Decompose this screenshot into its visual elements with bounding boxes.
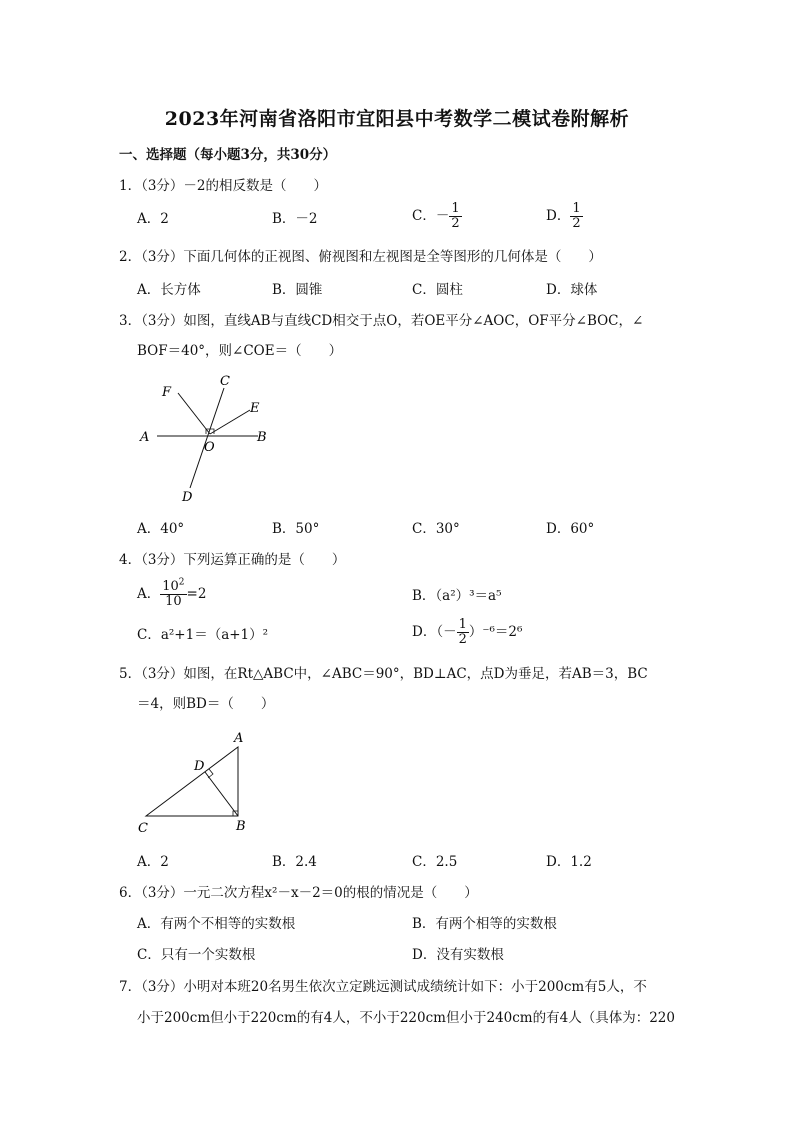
q1-option-d-prefix: D．	[546, 208, 571, 224]
q1-option-c	[412, 202, 462, 231]
page-title: 2023年河南省洛阳市宜阳县中考数学二模试卷附解析	[164, 108, 630, 130]
q3-option-d: D．60°	[546, 521, 595, 537]
fraction-denominator: 10	[160, 594, 186, 609]
q4-option-a-prefix: A．	[137, 586, 161, 602]
ray-of	[178, 393, 210, 434]
fraction-numerator: 1	[572, 201, 581, 216]
q4-option-a-rest: =2	[186, 586, 207, 602]
q4-option-a	[137, 577, 207, 609]
ray-oe	[210, 410, 250, 434]
triangle-abc	[146, 747, 238, 816]
label-d: D	[182, 490, 193, 505]
q4-option-d-prefix: D．（－	[412, 624, 457, 640]
q4-option-d-rest: ）⁻⁶＝2⁶	[468, 624, 523, 640]
q2-option-c: C．圆柱	[412, 282, 463, 298]
label-b: B	[236, 819, 246, 834]
label-a: A	[234, 731, 244, 746]
label-d: D	[194, 759, 205, 774]
fraction-numerator: 1	[451, 201, 460, 216]
label-f: F	[162, 385, 172, 400]
q1-option-c-prefix: C．－	[412, 208, 450, 224]
q5-option-b: B．2.4	[272, 854, 317, 870]
numerator-exponent: 2	[178, 577, 185, 588]
q6-option-a: A．有两个不相等的实数根	[137, 916, 296, 932]
question-4-stem: 4．（3分）下列运算正确的是（ ）	[119, 552, 346, 568]
q2-option-b: B．圆锥	[272, 282, 323, 298]
label-c: C	[220, 374, 230, 389]
question-7-stem-line2: 小于200cm但小于220cm的有4人，不小于220cm但小于240cm的有4人（具体为：220	[137, 1010, 675, 1026]
q1-option-a: A．2	[137, 211, 169, 227]
section-heading: 一、选择题（每小题3分，共30分）	[119, 147, 337, 163]
q4-option-b: B．（a²）³＝a⁵	[412, 588, 502, 604]
q3-option-a: A．40°	[137, 521, 185, 537]
q5-figure	[130, 728, 270, 838]
fraction	[457, 618, 469, 647]
q1-option-b: B．－2	[272, 211, 318, 227]
label-a: A	[140, 430, 150, 445]
fraction-denominator: 2	[572, 216, 581, 231]
segment-bd	[205, 772, 238, 816]
question-3-stem-line2: BOF＝40°，则∠COE＝（ ）	[137, 343, 343, 359]
fraction	[160, 577, 186, 609]
q6-option-c: C．只有一个实数根	[137, 947, 256, 963]
question-3-stem-line1: 3．（3分）如图，直线AB与直线CD相交于点O，若OE平分∠AOC，OF平分∠BOC，∠	[119, 313, 644, 329]
numerator-base: 10	[162, 579, 179, 594]
question-1-stem: 1．（3分）－2的相反数是（ ）	[119, 178, 328, 194]
label-b: B	[257, 430, 267, 445]
line-cd	[190, 388, 224, 488]
q2-option-d: D．球体	[546, 282, 598, 298]
q6-option-d: D．没有实数根	[412, 947, 504, 963]
q6-option-b: B．有两个相等的实数根	[412, 916, 557, 932]
q4-option-c: C．a²+1＝（a+1）²	[137, 627, 269, 643]
q4-option-d	[412, 618, 522, 647]
question-7-stem-line1: 7．（3分）小明对本班20名男生依次立定跳远测试成绩统计如下：小于200cm有5人，不	[119, 979, 647, 995]
q3-figure	[130, 368, 280, 508]
fraction-denominator: 2	[458, 632, 467, 647]
q5-option-c: C．2.5	[412, 854, 458, 870]
label-o: O	[204, 440, 215, 455]
q3-option-c: C．30°	[412, 521, 460, 537]
fraction-numerator: 1	[458, 617, 467, 632]
question-5-stem-line2: ＝4，则BD＝（ ）	[137, 696, 275, 712]
q5-option-a: A．2	[137, 854, 169, 870]
fraction-denominator: 2	[451, 216, 460, 231]
fraction	[570, 202, 582, 231]
question-5-stem-line1: 5．（3分）如图，在Rt△ABC中，∠ABC＝90°，BD⊥AC，点D为垂足，若AB＝3，BC	[119, 666, 648, 682]
question-2-stem: 2．（3分）下面几何体的正视图、俯视图和左视图是全等图形的几何体是（ ）	[119, 249, 602, 265]
fraction-numerator	[160, 577, 186, 594]
label-e: E	[250, 401, 260, 416]
q2-option-a: A．长方体	[137, 282, 201, 298]
question-6-stem: 6．（3分）一元二次方程x²－x－2＝0的根的情况是（ ）	[119, 885, 478, 901]
q5-option-d: D．1.2	[546, 854, 592, 870]
label-c: C	[138, 821, 148, 836]
q1-option-d	[546, 202, 583, 231]
fraction	[449, 202, 461, 231]
q3-option-b: B．50°	[272, 521, 320, 537]
